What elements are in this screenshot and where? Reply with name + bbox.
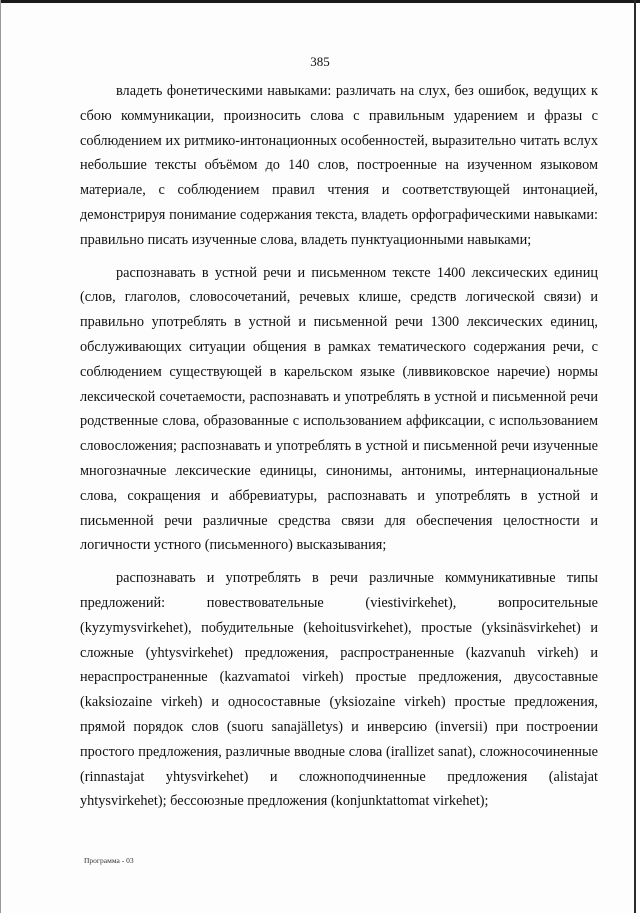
body-text <box>80 79 598 822</box>
paragraph-lexical-units: распознавать в устной речи и письменном тексте 1400 лексических единиц (слов, глаголов, словосочетаний, речевых клише, средств логической связи) и правильно употреблять в устной и письменной речи 1300 лексических единиц, обслуживающих ситуации общения в рамках тематического содержания речи, с соблюдением существующей в карельском языке (ливвиковское наречие) нормы лексической сочетаемости, распознавать и употреблять в устной и письменной речи родственные слова, образованные с использованием аффиксации, с использованием словосложения; распознавать и употреблять в устной и письменной речи изученные многозначные лексические единицы, синонимы, антонимы, интернациональные слова, сокращения и аббревиатуры, распознавать и употреблять в устной и письменной речи различные средства связи для обеспечения целостности и логичности устного (письменного) высказывания; <box>80 264 598 554</box>
scan-edge-left <box>0 0 1 913</box>
paragraph-phonetic-skills: владеть фонетическими навыками: различать на слух, без ошибок, ведущих к сбою коммуникации, произносить слова с правильным ударением и фразы с соблюдением их ритмико-интонационных особенностей, выразительно читать вслух небольшие тексты объёмом до 140 слов, построенные на изученном языковом материале, с соблюдением правил чтения и соответствующей интонацией, демонстрируя понимание содержания текста, владеть орфографическими навыками: правильно писать изученные слова, владеть пунктуационными навыками; <box>80 83 598 248</box>
footer-note: Программа - 03 <box>84 856 134 865</box>
paragraph-sentence-types: распознавать и употреблять в речи различные коммуникативные типы предложений: повествовательные (viestivirkehet), вопросительные (kyzymysvirkehet), побудительные (kehoitusvirkehet), простые (yksinäsvirkehet) и сложные (yhtysvirkehet) предложения, распространенные (kazvanuh virkeh) и нераспространенные (kazvamatoi virkeh) простые предложения, двусоставные (kaksiozaine virkeh) и односоставные (yksiozaine virkeh) простые предложения, прямой порядок слов (suoru sanajälletys) и инверсию (inversii) при построении простого предложения, различные вводные слова (irallizet sanat), сложносочиненные (rinnastajat yhtysvirkehet) и сложноподчиненные предложения (alistajat yhtysvirkehet); бессоюзные предложения (konjunktattomat virkehet); <box>80 570 598 810</box>
scan-edge-right <box>634 0 636 913</box>
scan-edge-top <box>0 0 640 3</box>
page-number: 385 <box>310 54 330 69</box>
